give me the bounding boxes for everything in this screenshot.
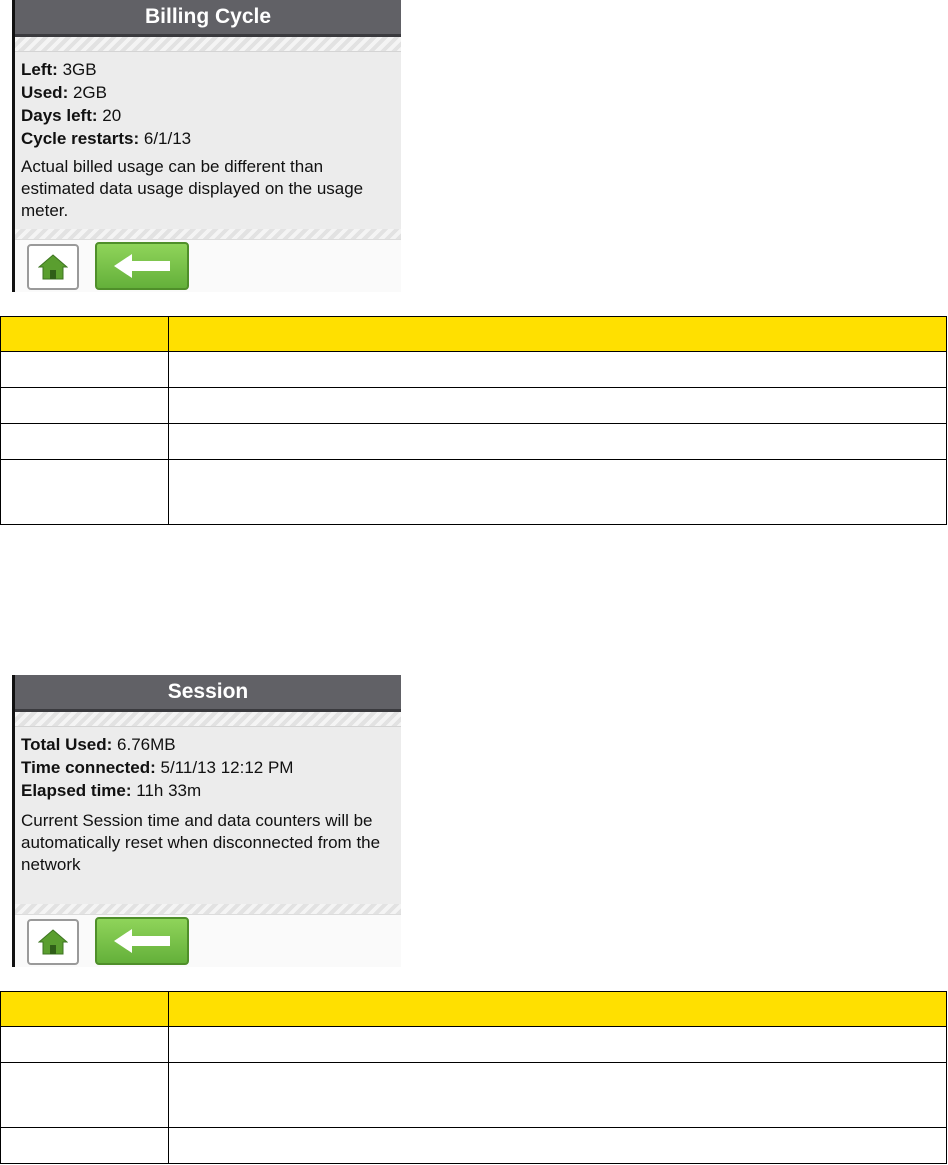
total-used-value: 6.76MB <box>117 735 176 754</box>
table-header-cell <box>169 317 947 352</box>
used-value: 2GB <box>72 83 107 102</box>
table-row <box>1 460 947 525</box>
table-cell <box>169 424 947 460</box>
days-left-value: 20 <box>102 106 122 125</box>
left-label: Left: <box>21 60 58 79</box>
footer-stripe <box>15 229 401 239</box>
cycle-restarts-value: 6/1/13 <box>143 129 192 148</box>
home-icon <box>38 929 68 955</box>
elapsed-time-label: Elapsed time: <box>21 781 132 800</box>
time-connected-row <box>21 756 395 779</box>
screen-footer <box>15 239 401 292</box>
home-button[interactable] <box>27 919 79 965</box>
table-row <box>1 388 947 424</box>
billing-cycle-screen <box>12 0 401 292</box>
screen-title: Session <box>15 675 401 712</box>
billing-details <box>15 52 401 222</box>
billing-info-table <box>0 316 947 525</box>
footer-stripe <box>15 904 401 914</box>
home-icon <box>38 254 68 280</box>
session-info-table <box>0 991 947 1164</box>
header-stripe <box>15 712 401 727</box>
table-cell <box>169 1063 947 1128</box>
table-cell <box>169 388 947 424</box>
table-cell <box>169 460 947 525</box>
table-row <box>1 1027 947 1063</box>
home-button[interactable] <box>27 244 79 290</box>
cycle-restarts-row <box>21 127 395 150</box>
session-details <box>15 727 401 876</box>
total-used-label: Total Used: <box>21 735 113 754</box>
table-header-cell <box>1 992 169 1027</box>
table-header-row <box>1 317 947 352</box>
table-cell <box>1 1027 169 1063</box>
table-cell <box>1 352 169 388</box>
screen-title: Billing Cycle <box>15 0 401 37</box>
table-row <box>1 352 947 388</box>
table-cell <box>1 1063 169 1128</box>
table-cell <box>169 1128 947 1164</box>
days-left-row <box>21 104 395 127</box>
back-arrow-icon <box>112 928 172 954</box>
table-cell <box>169 352 947 388</box>
total-used-row <box>21 733 395 756</box>
header-stripe <box>15 37 401 52</box>
session-screen <box>12 675 401 967</box>
table-row <box>1 1128 947 1164</box>
used-row <box>21 81 395 104</box>
left-row <box>21 58 395 81</box>
elapsed-time-value: 11h 33m <box>136 781 202 800</box>
table-cell <box>1 1128 169 1164</box>
back-arrow-icon <box>112 253 172 279</box>
screen-footer <box>15 914 401 967</box>
time-connected-label: Time connected: <box>21 758 156 777</box>
days-left-label: Days left: <box>21 106 98 125</box>
elapsed-time-row <box>21 779 395 802</box>
used-label: Used: <box>21 83 69 102</box>
billing-note: Actual billed usage can be different than estimated data usage displayed on the usage meter. <box>21 157 364 220</box>
cycle-restarts-label: Cycle restarts: <box>21 129 140 148</box>
table-header-cell <box>169 992 947 1027</box>
left-value: 3GB <box>62 60 97 79</box>
table-header-row <box>1 992 947 1027</box>
table-row <box>1 1063 947 1128</box>
table-cell <box>1 388 169 424</box>
session-note: Current Session time and data counters will be automatically reset when disconnected from the network <box>21 811 381 874</box>
table-cell <box>1 460 169 525</box>
time-connected-value: 5/11/13 12:12 PM <box>160 758 294 777</box>
table-cell <box>169 1027 947 1063</box>
table-cell <box>1 424 169 460</box>
back-button[interactable] <box>95 917 189 965</box>
table-header-cell <box>1 317 169 352</box>
back-button[interactable] <box>95 242 189 290</box>
table-row <box>1 424 947 460</box>
